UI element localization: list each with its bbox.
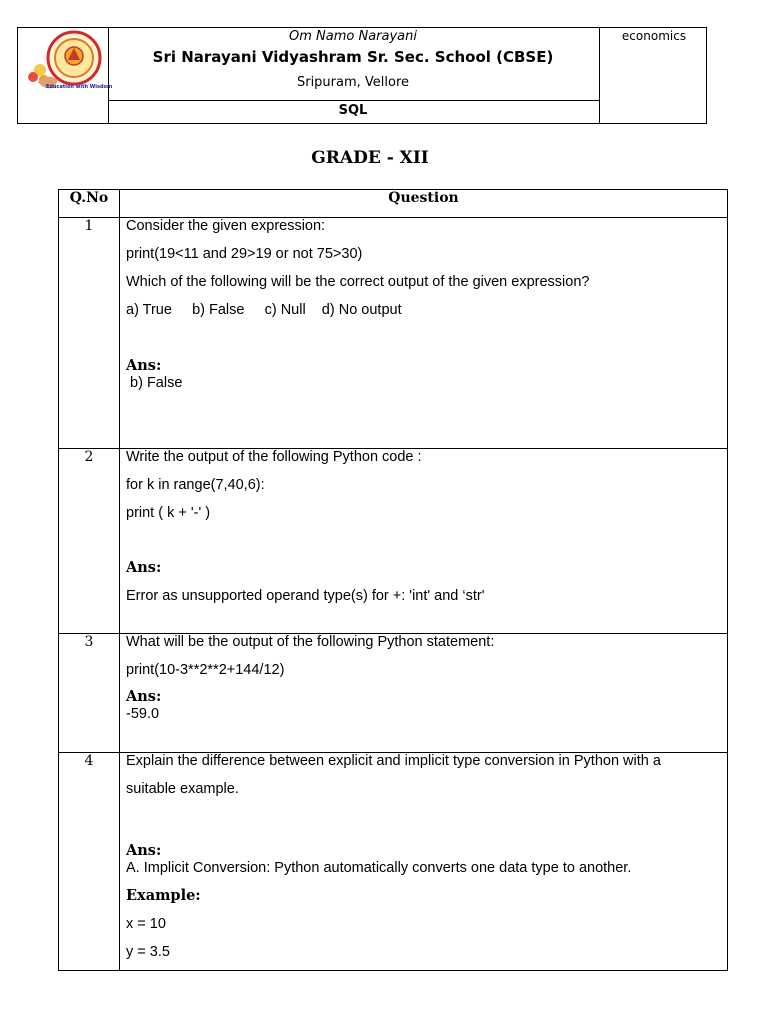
- logo-caption: Education with Wisdom: [46, 84, 113, 90]
- example-line: y = 3.5: [126, 944, 170, 960]
- column-header-qno: Q.No: [69, 190, 109, 206]
- answer-label: Ans:: [126, 842, 162, 859]
- table-column-divider: [119, 190, 120, 970]
- corner-subject: economics: [621, 29, 687, 43]
- question-line: for k in range(7,40,6):: [126, 477, 265, 493]
- question-number: 4: [84, 753, 94, 769]
- question-line: Consider the given expression:: [126, 218, 326, 234]
- header-divider-horizontal: [108, 100, 599, 101]
- question-line: Write the output of the following Python code :: [126, 449, 422, 465]
- answer-text: Error as unsupported operand type(s) for +: 'int' and ‘str': [126, 588, 485, 604]
- answer-text: A. Implicit Conversion: Python automatically converts one data type to another.: [126, 860, 632, 876]
- question-line: What will be the output of the following Python statement:: [126, 634, 495, 650]
- grade-title: GRADE - XII: [311, 148, 429, 168]
- question-number: 3: [84, 634, 94, 650]
- answer-label: Ans:: [126, 559, 162, 576]
- subject-title: SQL: [338, 103, 368, 118]
- question-number: 2: [84, 449, 94, 465]
- example-label: Example:: [126, 887, 201, 904]
- question-number: 1: [84, 218, 94, 234]
- school-logo: [24, 30, 113, 92]
- school-name: Sri Narayani Vidyashram Sr. Sec. School (CBSE): [152, 48, 554, 66]
- question-line: print ( k + '-' ): [126, 505, 211, 521]
- school-location: Sripuram, Vellore: [296, 75, 410, 90]
- answer-text: b) False: [126, 375, 183, 391]
- motto: Om Namo Narayani: [289, 29, 417, 44]
- question-line: Explain the difference between explicit and implicit type conversion in Python with a: [126, 753, 661, 769]
- question-line: suitable example.: [126, 781, 239, 797]
- answer-label: Ans:: [126, 688, 162, 705]
- column-header-question: Question: [388, 190, 459, 206]
- question-line: Which of the following will be the correct output of the given expression?: [126, 274, 590, 290]
- question-line: print(10-3**2**2+144/12): [126, 662, 285, 678]
- answer-label: Ans:: [126, 357, 162, 374]
- answer-text: -59.0: [126, 706, 160, 722]
- example-line: x = 10: [126, 916, 166, 932]
- question-line: print(19<11 and 29>19 or not 75>30): [126, 246, 363, 262]
- answer-options: a) True b) False c) Null d) No output: [126, 302, 402, 318]
- header-box: [17, 27, 707, 124]
- question-table: [58, 189, 728, 971]
